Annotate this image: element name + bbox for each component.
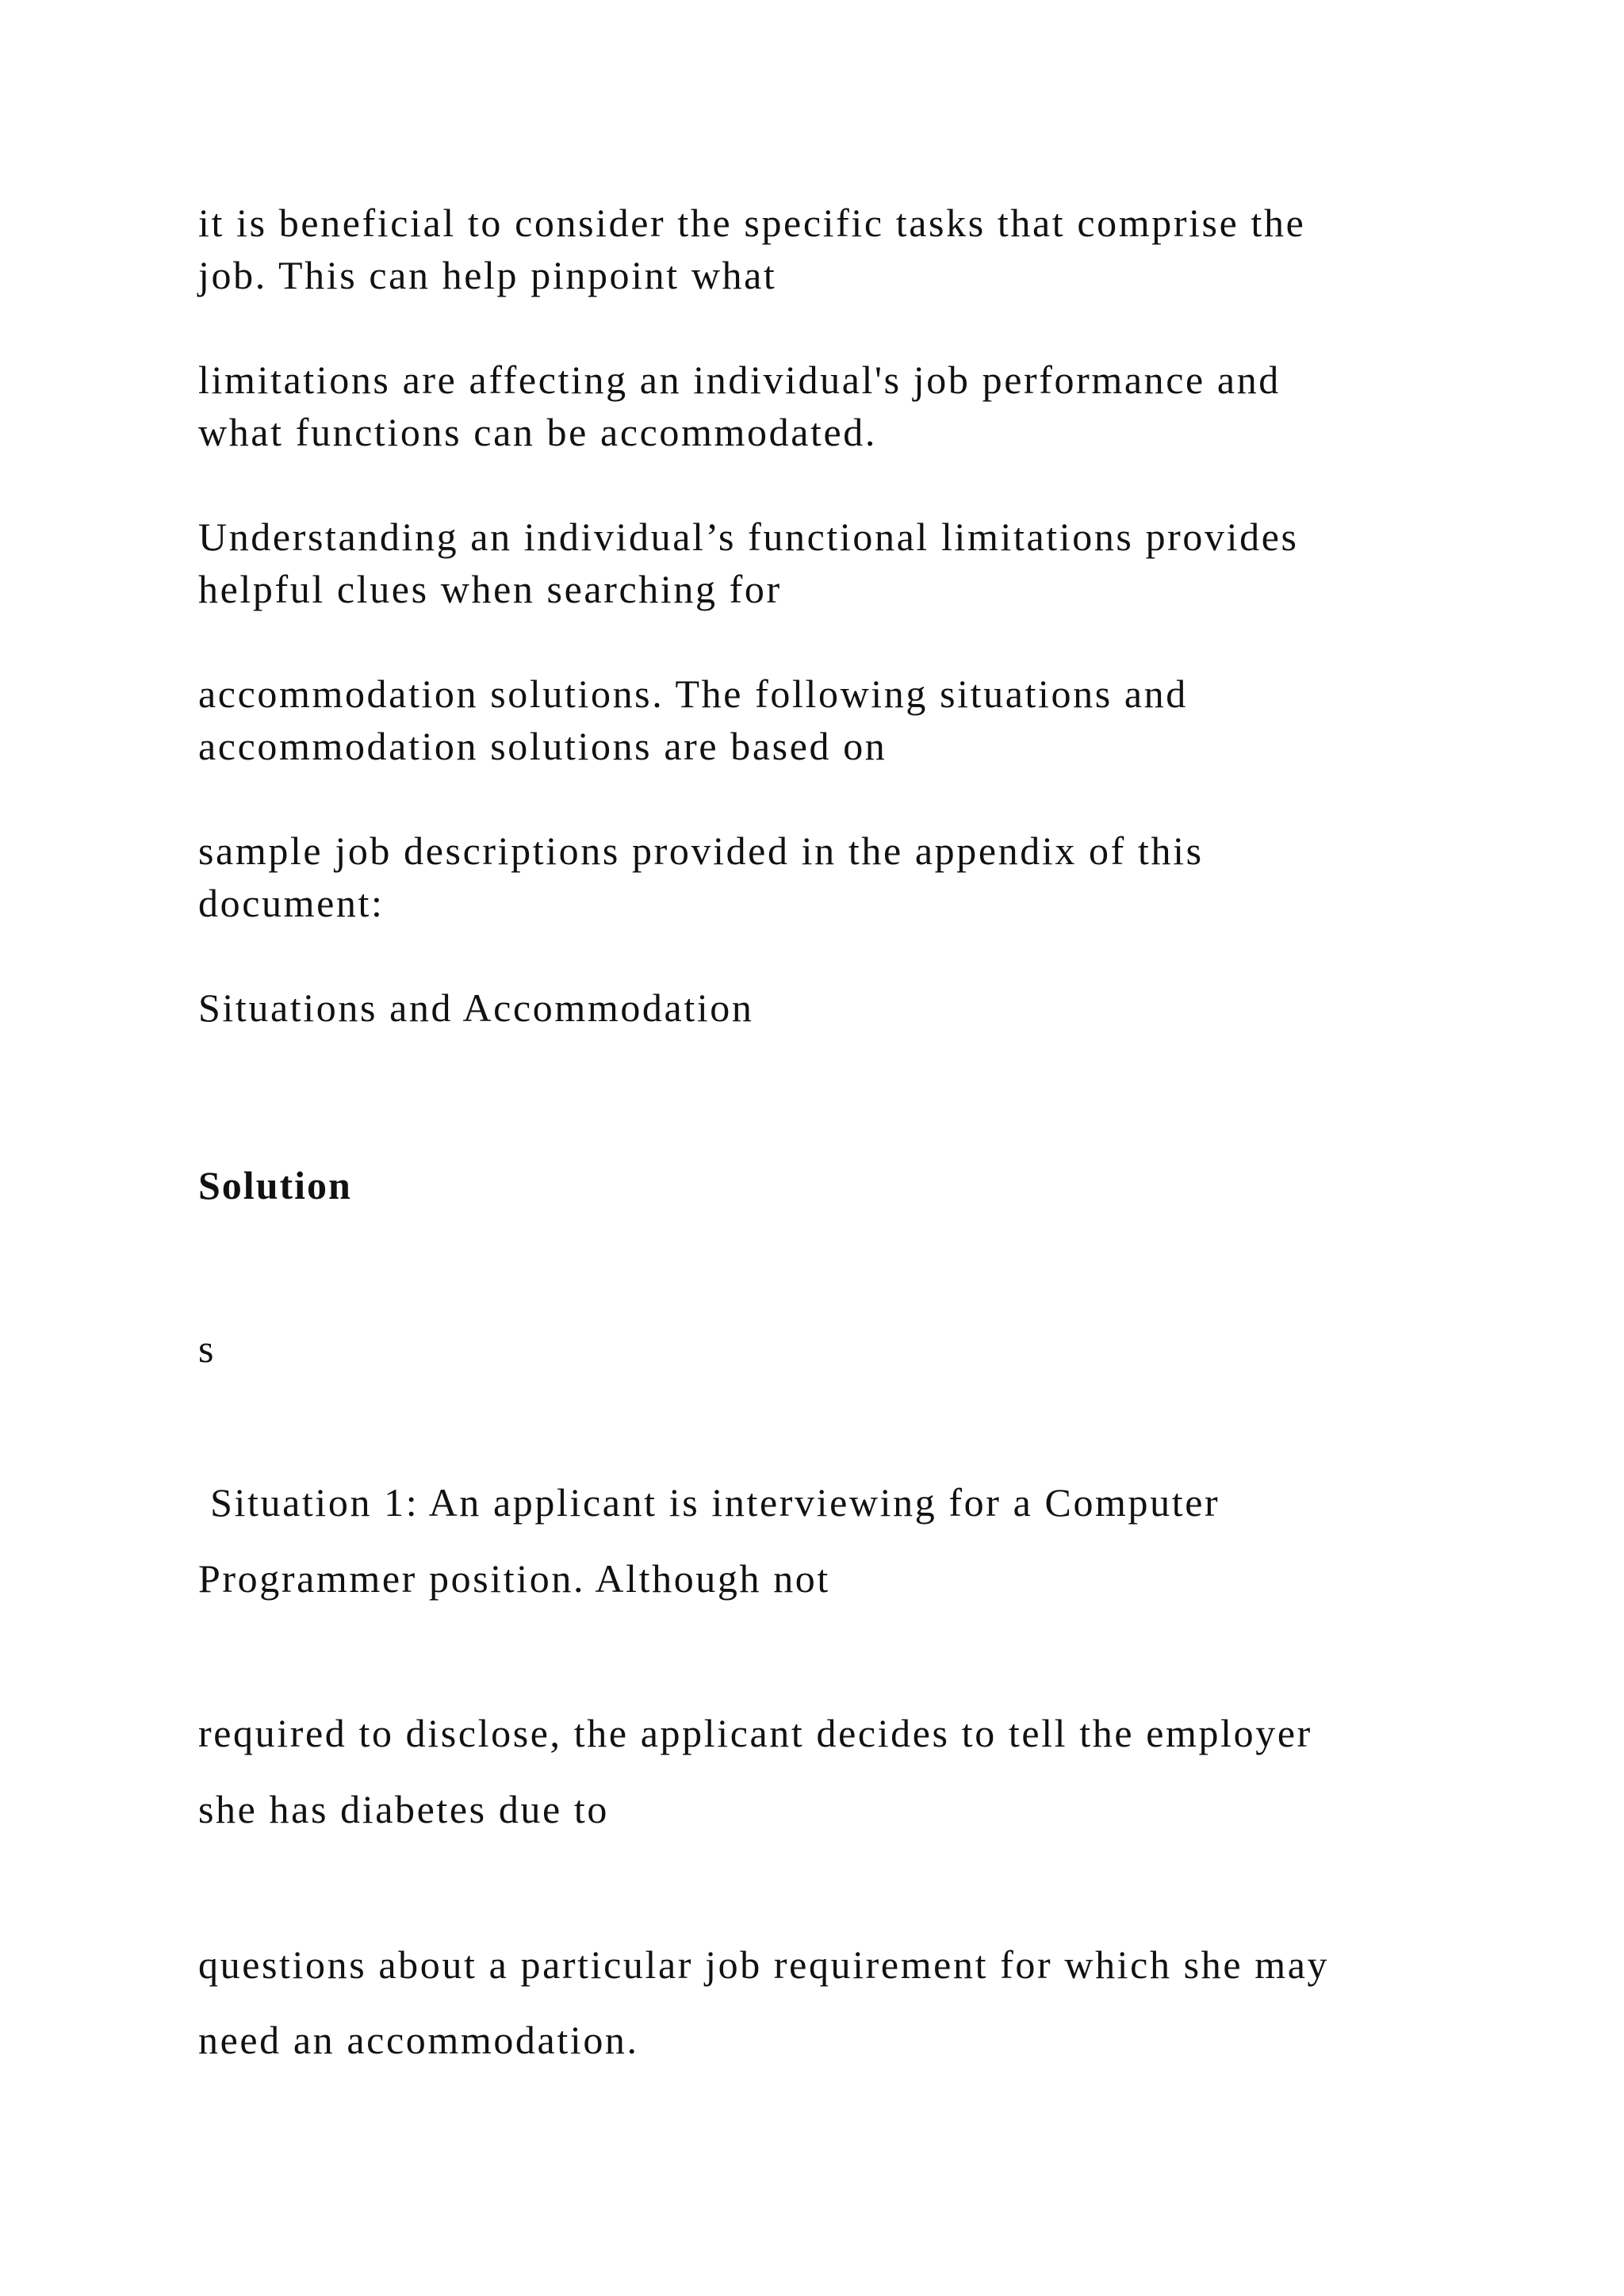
stray-letter: s: [198, 1326, 216, 1371]
solution-heading: Solution: [198, 1163, 352, 1207]
situation-1-line-6: need an accommodation.: [198, 2018, 639, 2062]
paragraph-2-line-2: what functions can be accommodated.: [198, 410, 877, 454]
paragraph-4-line-2: accommodation solutions are based on: [198, 724, 887, 768]
paragraph-2-line-1: limitations are affecting an individual's job performance and: [198, 358, 1281, 402]
situation-1-line-2: Programmer position. Although not: [198, 1556, 830, 1601]
situation-1-line-4: she has diabetes due to: [198, 1787, 610, 1831]
paragraph-5-line-2: document:: [198, 881, 385, 925]
paragraph-5-line-1: sample job descriptions provided in the appendix of this: [198, 828, 1204, 873]
paragraph-4-line-1: accommodation solutions. The following situations and: [198, 672, 1188, 716]
section-label: Situations and Accommodation: [198, 985, 754, 1030]
situation-1-line-5: questions about a particular job requirement for which she may: [198, 1942, 1330, 1987]
situation-1-line-1: Situation 1: An applicant is interviewing for a Computer: [198, 1480, 1220, 1525]
situation-1-line-3: required to disclose, the applicant decides to tell the employer: [198, 1711, 1312, 1755]
paragraph-1-line-2: job. This can help pinpoint what: [198, 253, 777, 297]
paragraph-3-line-1: Understanding an individual’s functional limitations provides: [198, 515, 1299, 559]
paragraph-3-line-2: helpful clues when searching for: [198, 567, 782, 611]
paragraph-1-line-1: it is beneficial to consider the specific tasks that comprise the: [198, 201, 1306, 245]
